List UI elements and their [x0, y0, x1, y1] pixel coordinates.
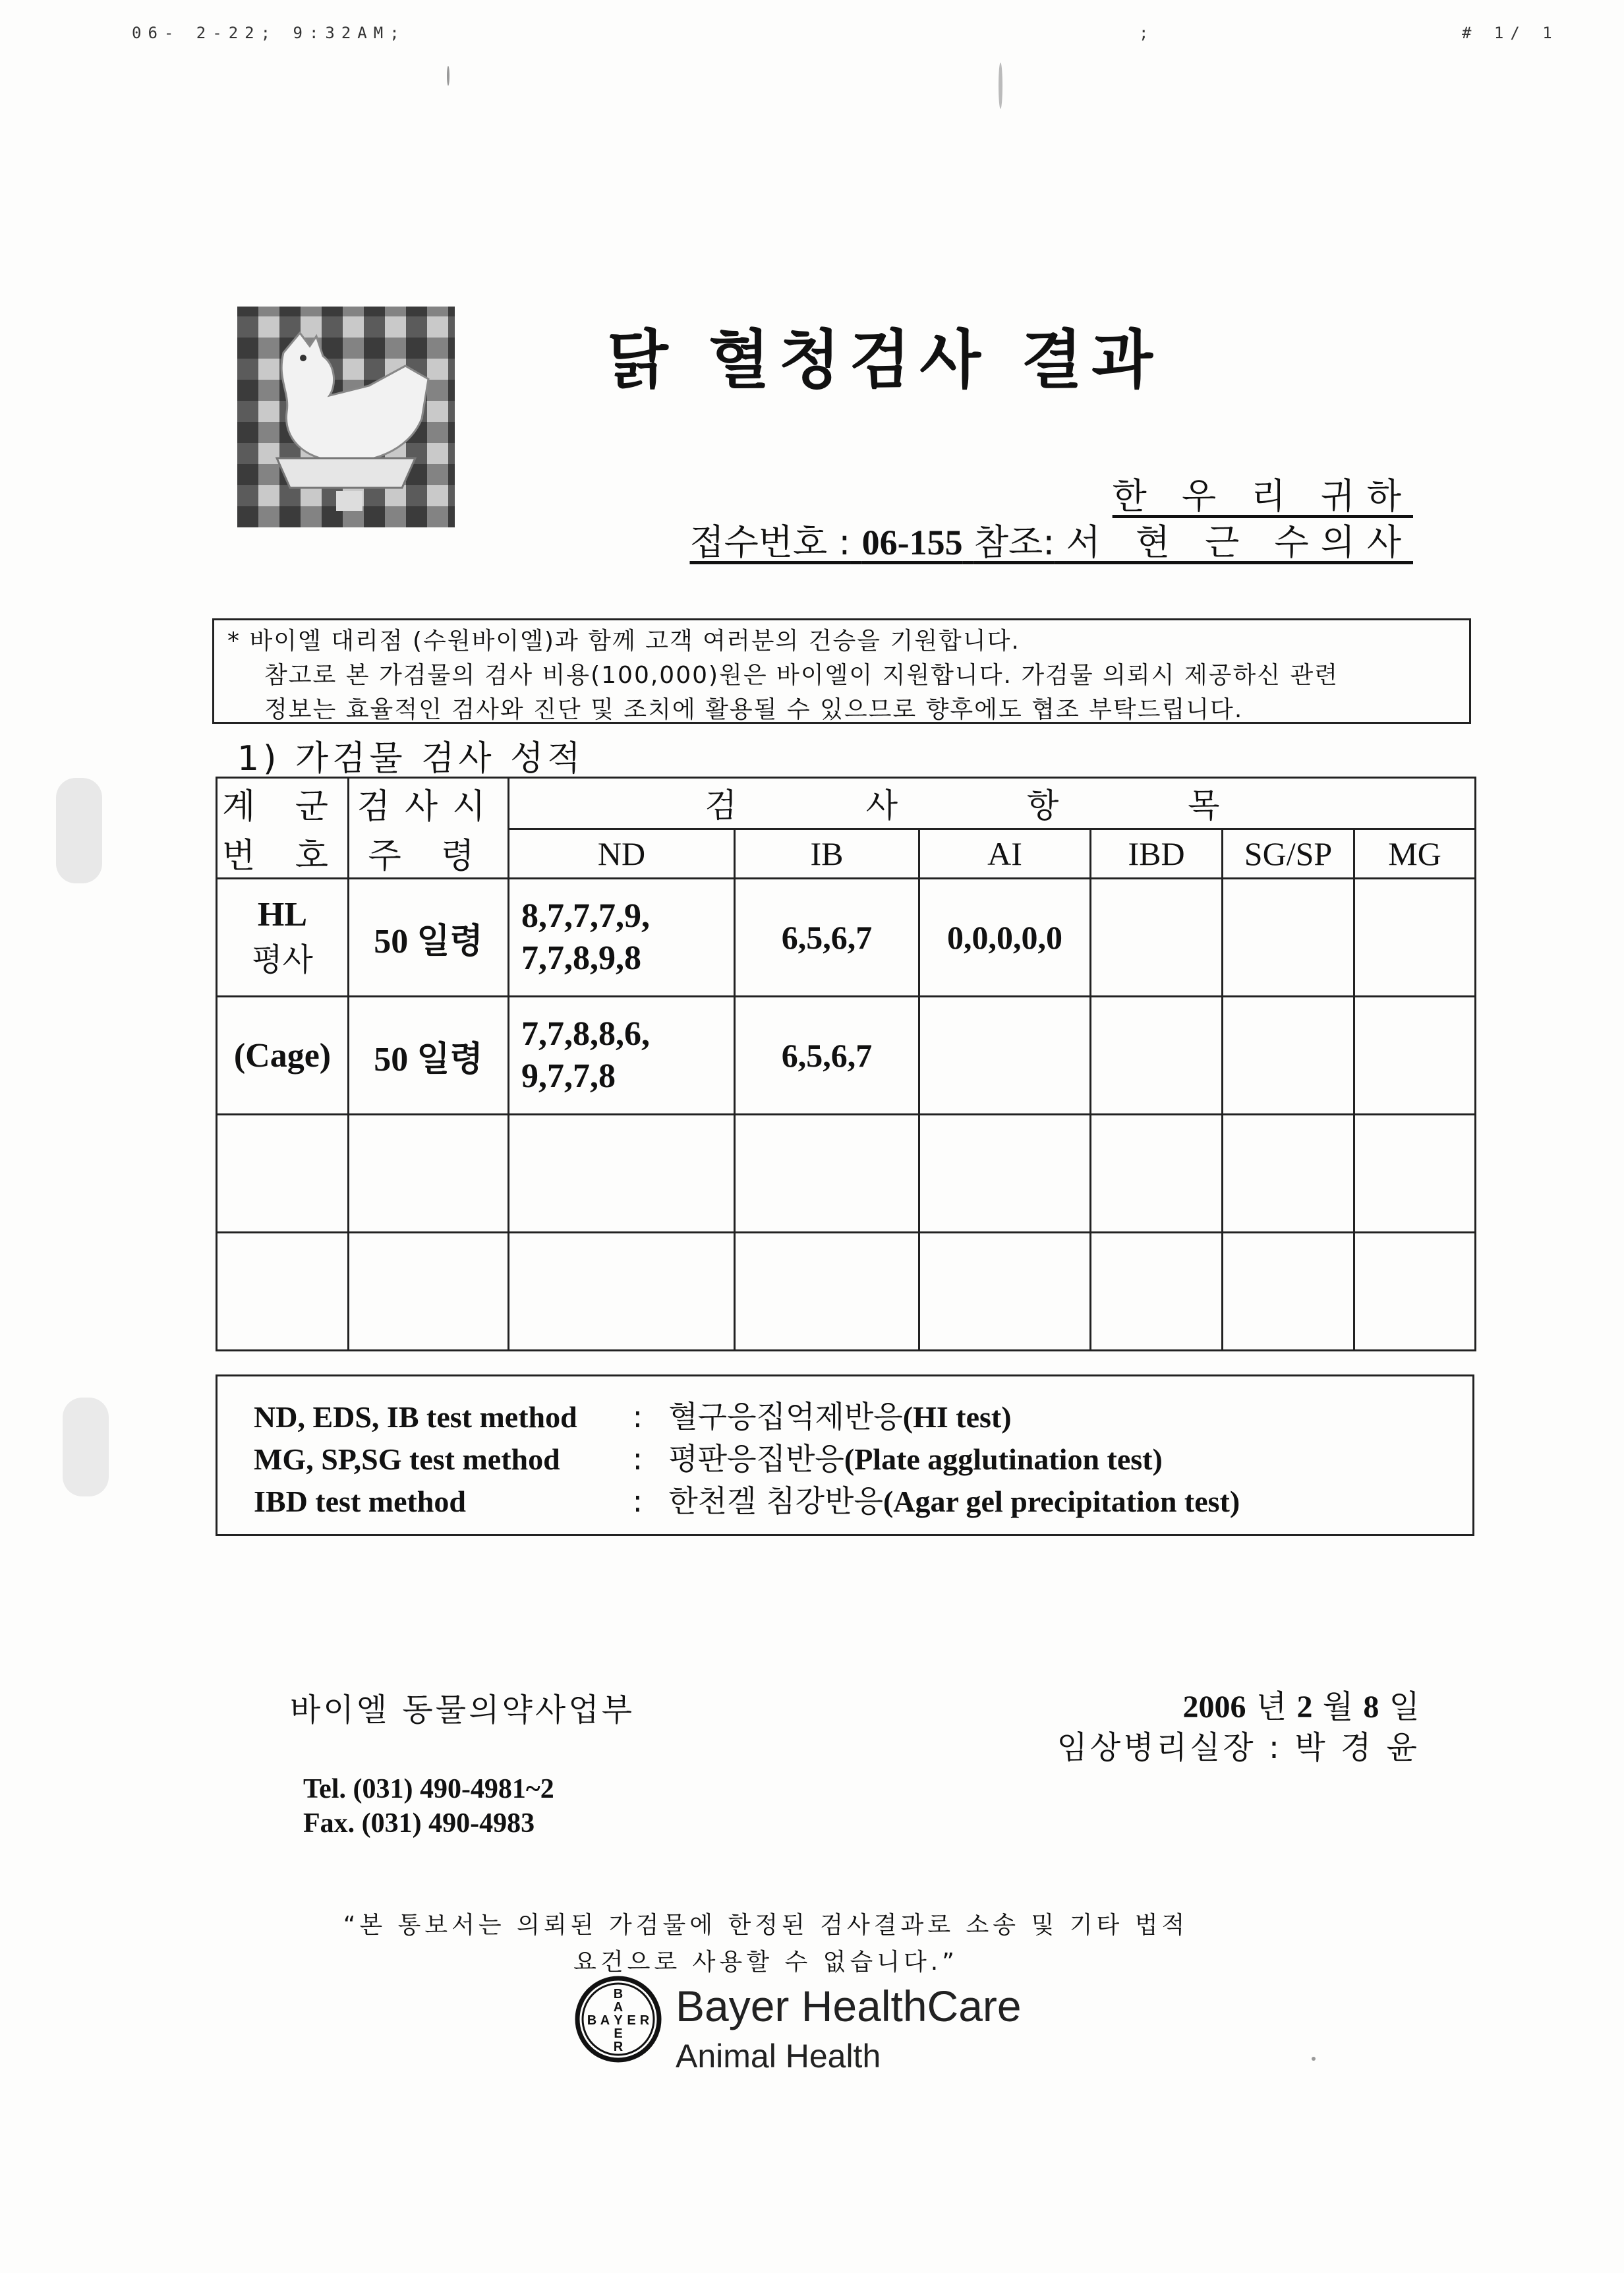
header-ai: AI: [919, 829, 1091, 878]
notice-line: * 바이엘 대리점 (수원바이엘)과 함께 고객 여러분의 건승을 기원합니다.: [227, 628, 1020, 655]
svg-text:E: E: [627, 2013, 636, 2028]
reference-doctor: 서 현 근 수의사: [1066, 521, 1413, 563]
svg-text:E: E: [614, 2026, 623, 2041]
svg-text:R: R: [613, 2040, 624, 2054]
receipt-info: [689, 514, 1413, 565]
header-sgsp: SG/SP: [1223, 829, 1354, 878]
header-ibd: IBD: [1091, 829, 1223, 878]
reference-label: 참조:: [973, 521, 1055, 563]
telephone: Tel. (031) 490-4981~2: [303, 1774, 554, 1804]
page-title: 닭 혈청검사 결과: [607, 323, 1162, 397]
svg-text:Y: Y: [614, 2013, 623, 2028]
group-cell: (Cage): [217, 997, 349, 1115]
sgsp-cell: [1223, 997, 1354, 1115]
svg-text:B: B: [587, 2013, 597, 2028]
header-mg: MG: [1354, 829, 1476, 878]
table-row: [217, 879, 1476, 997]
section-title: 1) 가검물 검사 성적: [237, 739, 585, 779]
table-row-empty: [217, 1233, 1476, 1351]
ibd-cell: [1091, 879, 1223, 997]
table-row-empty: [217, 1115, 1476, 1233]
department-name: 바이엘 동물의약사업부: [290, 1692, 635, 1728]
header-test-items: 검 사 항 목: [509, 778, 1476, 829]
brand-division: Animal Health: [676, 2038, 881, 2075]
notice-box: [212, 618, 1471, 724]
receipt-number: 06-155: [861, 523, 963, 562]
recipient: 한 우 리 귀하: [1112, 475, 1413, 517]
sgsp-cell: [1223, 879, 1354, 997]
header-test-age: 검사시 주 령: [349, 778, 509, 879]
fax-timestamp: 06- 2-22; 9:32AM;: [132, 24, 406, 42]
fax-page-number: # 1/ 1: [1462, 24, 1559, 42]
notice-line: 참고로 본 가검물의 검사 비용(100,000)원은 바이엘이 지원합니다. 가검물 의뢰시 제공하신 관련: [264, 662, 1339, 689]
mg-cell: [1354, 879, 1476, 997]
test-methods-box: [216, 1374, 1474, 1536]
ai-cell: 0,0,0,0,0: [919, 879, 1091, 997]
ibd-cell: [1091, 997, 1223, 1115]
notice-line: 정보는 효율적인 검사와 진단 및 조치에 활용될 수 있으므로 향후에도 협조 부탁드립니다.: [264, 696, 1244, 723]
table-header-row: [217, 778, 1476, 829]
header-nd: ND: [509, 829, 735, 878]
report-date: 2006 년 2 월 8 일: [1182, 1688, 1420, 1725]
results-table: [216, 777, 1476, 1351]
nd-cell: 7,7,8,8,6, 9,7,7,8: [509, 997, 735, 1115]
nd-cell: 8,7,7,7,9, 7,7,8,9,8: [509, 879, 735, 997]
ib-cell: 6,5,6,7: [735, 879, 919, 997]
receipt-label: 접수번호 :: [689, 521, 851, 563]
age-cell: 50 일령: [349, 879, 509, 997]
ai-cell: [919, 997, 1091, 1115]
brand-name: Bayer HealthCare: [676, 1982, 1022, 2030]
header-group-number: 계 군 번 호: [217, 778, 349, 879]
age-cell: 50 일령: [349, 997, 509, 1115]
svg-text:A: A: [600, 2013, 610, 2028]
ib-cell: 6,5,6,7: [735, 997, 919, 1115]
method-row: IBD test method : 한천겔 침강반응(Agar gel precipitation test): [254, 1483, 1240, 1519]
signature-line: 임상병리실장 : 박 경 윤: [1057, 1729, 1420, 1766]
group-cell: HL 평사: [217, 879, 349, 997]
bayer-cross-icon: [572, 1973, 664, 2065]
svg-text:R: R: [639, 2013, 650, 2028]
method-row: MG, SP,SG test method : 평판응집반응(Plate agglutination test): [254, 1441, 1163, 1477]
table-row: [217, 997, 1476, 1115]
header-ib: IB: [735, 829, 919, 878]
mg-cell: [1354, 997, 1476, 1115]
disclaimer: “본 통보서는 의뢰된 가검물에 한정된 검사결과로 소송 및 기타 법적 요건으로 사용할 수 없습니다.”: [343, 1912, 1189, 1976]
method-row: ND, EDS, IB test method : 혈구응집억제반응(HI test): [254, 1399, 1012, 1434]
svg-text:B: B: [613, 1987, 624, 2001]
bayer-cross-logo: [572, 1973, 664, 2068]
fax-number: Fax. (031) 490-4983: [303, 1808, 535, 1839]
svg-text:A: A: [613, 2000, 624, 2015]
fax-mark: ;: [1139, 24, 1155, 42]
